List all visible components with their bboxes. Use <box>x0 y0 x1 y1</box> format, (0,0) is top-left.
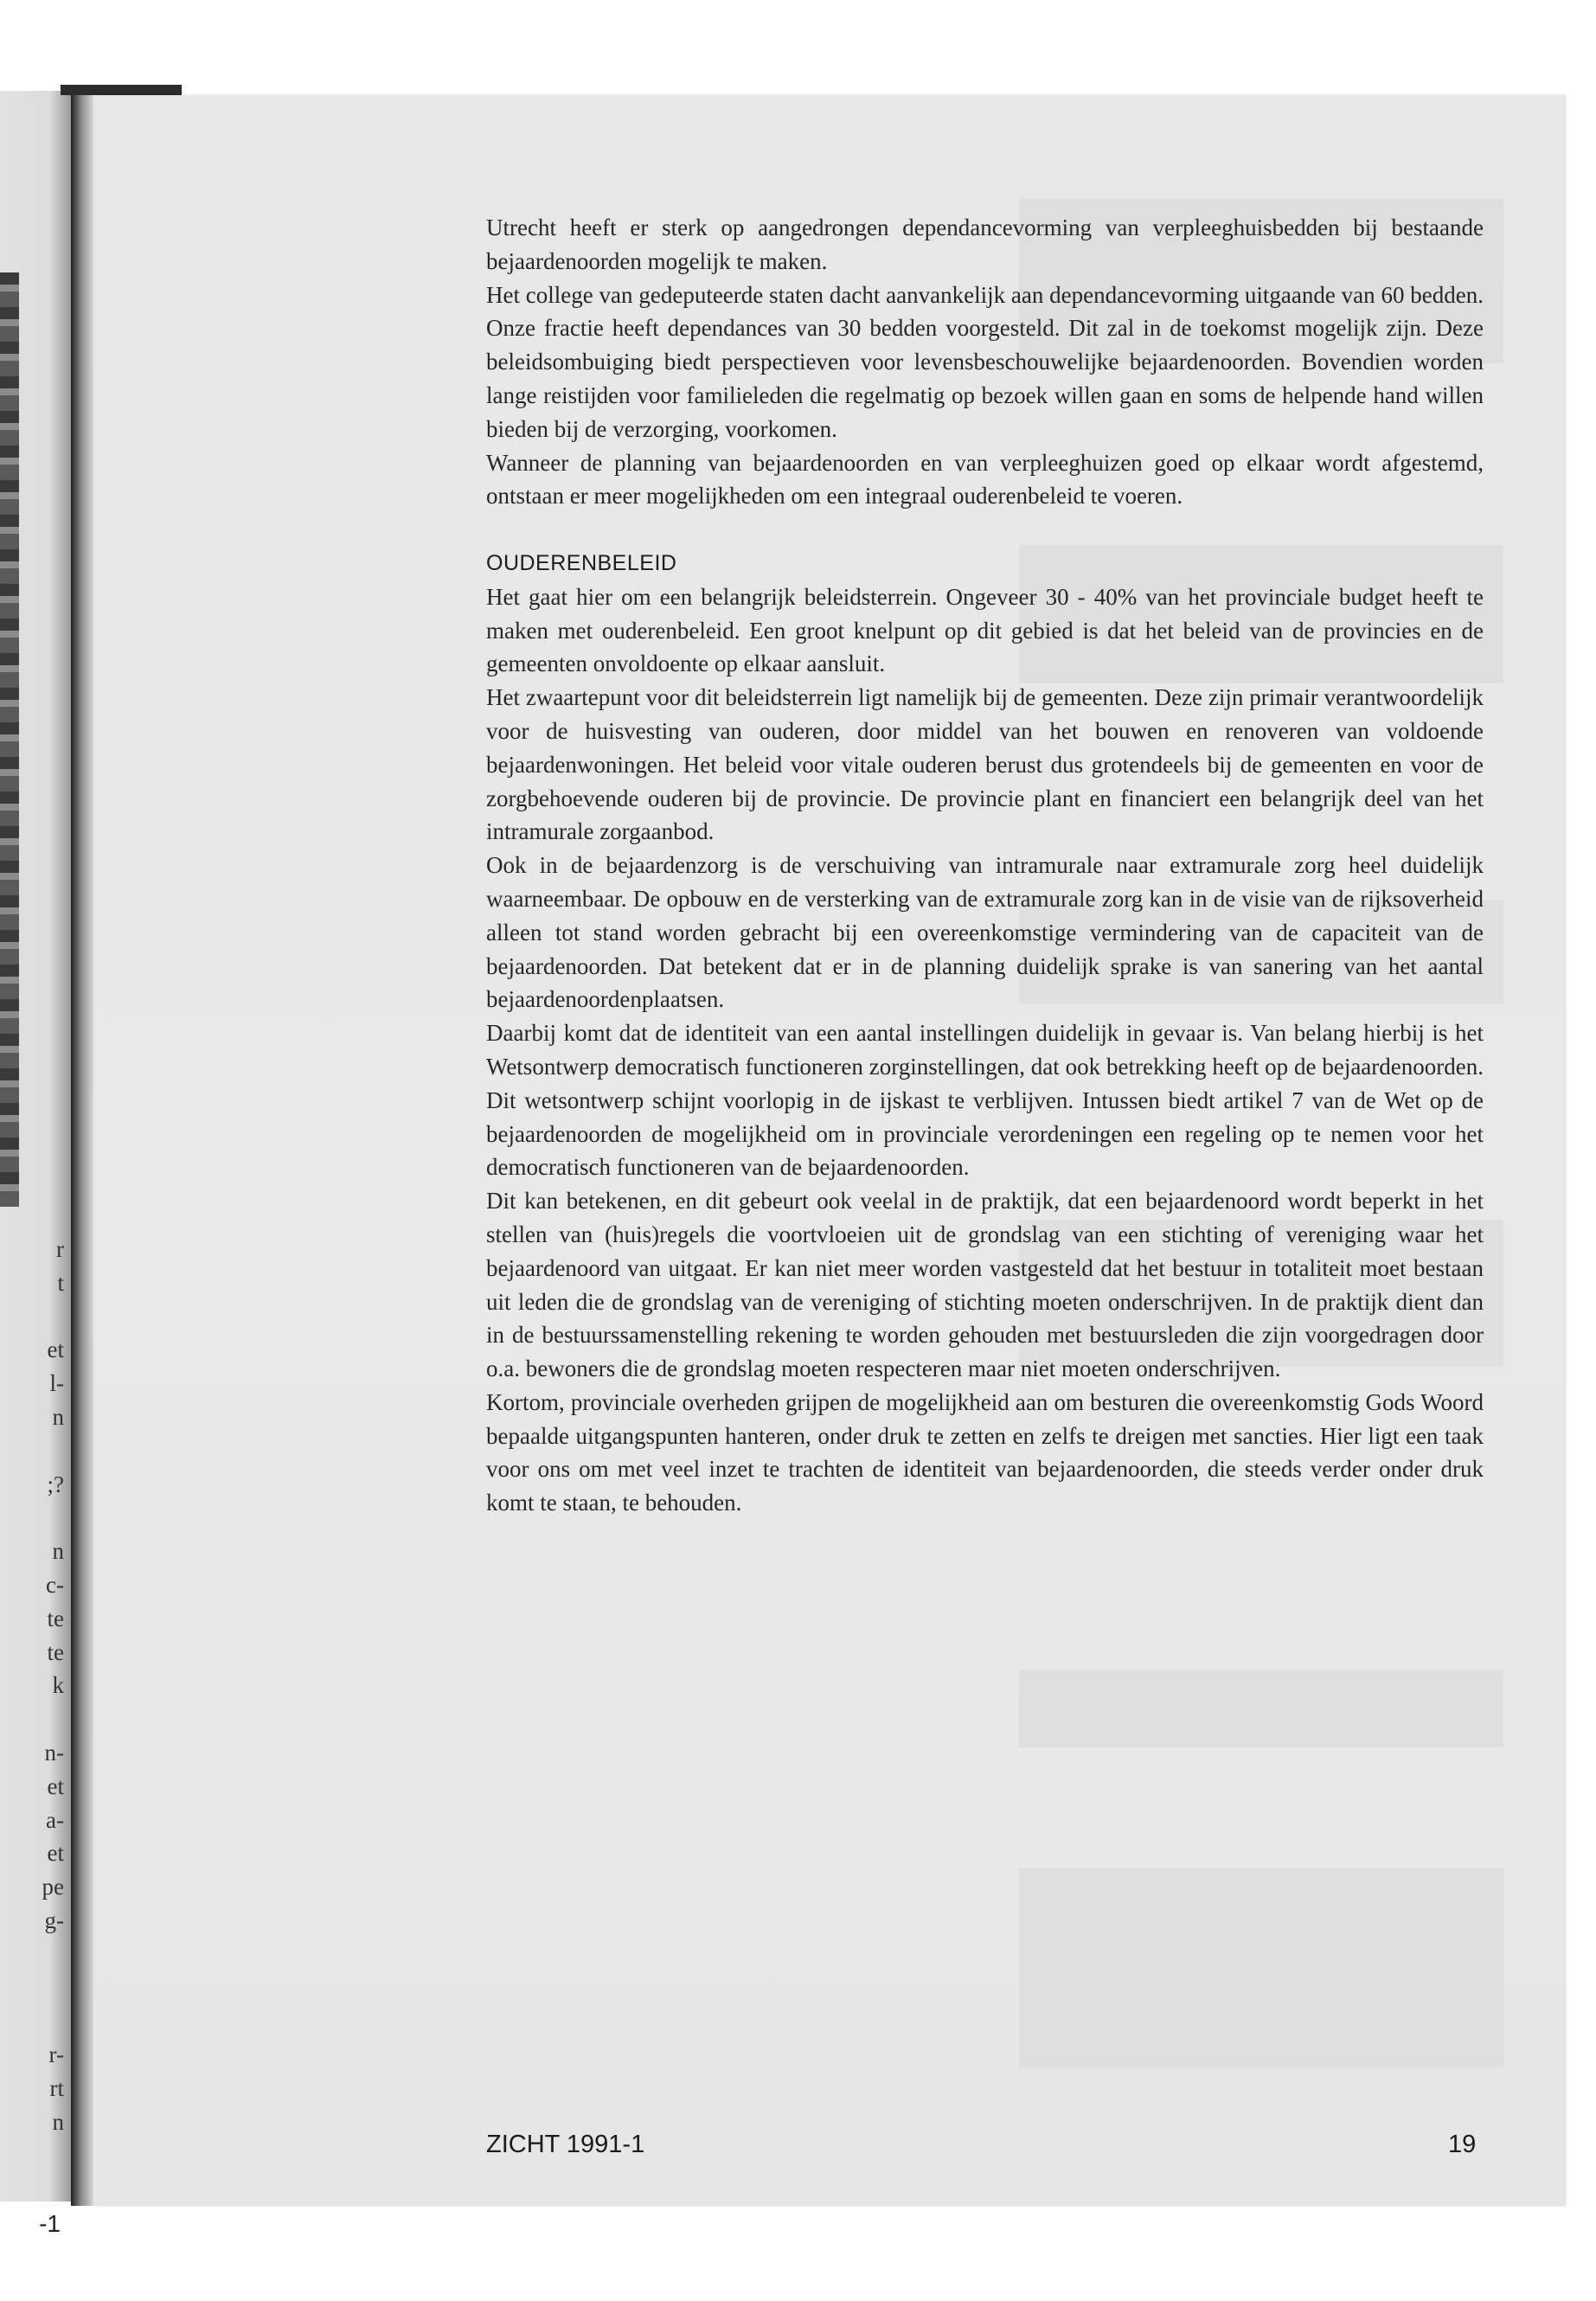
paragraph: Ook in de bejaardenzorg is de verschuiving van intramurale naar extramurale zorg heel duidelijk waarneembaar. De opbouw en de versterking van de extramurale zorg kan in de visie van de rijksoverheid alleen tot stand worden gebracht bij een overeenkomstige vermindering van de capaciteit van de bejaardenoorden. Dat betekent dat er in de planning duidelijk sprake is van sanering van het aantal bejaardenoordenplaatsen. <box>486 852 1484 1013</box>
paragraph: Het college van gedeputeerde staten dacht aanvankelijk aan dependancevorming uitgaande van 60 bedden. Onze fractie heeft dependances van 30 bedden voorgesteld. Dit zal in de toekomst mogelijk zijn. Deze beleidsombuiging biedt perspectieven voor levensbeschouwelijke bejaardenoorden. Bovendien worden lange reistijden voor familieleden die regelmatig op bezoek willen gaan en soms de helpende hand willen bieden bij de verzorging, voorkomen. <box>486 281 1484 442</box>
paragraph: Dit kan betekenen, en dit gebeurt ook veelal in de praktijk, dat een bejaardenoord wordt beperkt in het stellen van (huis)regels die voortvloeien uit de grondslag van een stichting of vereniging waar het bejaardenoord van uitgaat. Er kan niet meer worden vastgesteld dat het bestuur in totaliteit moet bestaan uit leden die de grondslag van de vereniging of stichting moeten onderschrijven. In de praktijk dient dan in de bestuurssamenstelling rekening te worden gehouden met bestuursleden die zijn voorgedragen door o.a. bewoners die de grondslag moeten respecteren maar niet moeten onderschrijven. <box>486 1188 1484 1382</box>
show-through-block <box>1019 1670 1503 1747</box>
show-through-block <box>1019 1868 1503 2067</box>
paragraph: Daarbij komt dat de identiteit van een aantal instellingen duidelijk in gevaar is. Van belang hierbij is het Wetsontwerp democratisch functioneren zorginstellingen, dat ook betrekking heeft op de bejaardenoorden. Dit wetsontwerp schijnt voorlopig in de ijskast te verblijven. Intussen biedt artikel 7 van de Wet op de bejaardenoorden de mogelijkheid om in provinciale verordeningen een regeling op te nemen voor het democratisch functioneren van de bejaardenoorden. <box>486 1020 1484 1181</box>
paragraph: Het zwaartepunt voor dit beleidsterrein ligt namelijk bij de gemeenten. Deze zijn primair verantwoordelijk voor de huisvesting van ouderen, door middel van het bouwen en renoveren van voldoende bejaardenwoningen. Het beleid voor vitale ouderen berust dus grotendeels bij de gemeenten en voor de zorgbehoevende ouderen bij de provincie. De provincie plant en financiert een belangrijk deel van het intramurale zorgaanbod. <box>486 684 1484 845</box>
left-page-text-fragments: r t et l- n ;? n c- te te k n- et a- et pe g- r- rt n <box>42 1236 64 2135</box>
left-page-edge <box>0 91 71 2237</box>
article-body <box>486 211 1484 1520</box>
paragraph: Kortom, provinciale overheden grijpen de mogelijkheid aan om besturen die overeenkomstig Gods Woord bepaalde uitgangspunten hanteren, onder druk te zetten en zelfs te dreigen met sancties. Hier ligt een taak voor ons om met veel inzet te trachten de identiteit van bejaardenoorden, die steeds verder onder druk komt te staan, te behouden. <box>486 1388 1484 1516</box>
left-page-folio: -1 <box>39 2210 61 2237</box>
footer-page-number: 19 <box>1448 2131 1477 2158</box>
left-page-photo <box>0 272 19 1207</box>
footer-publication-title: ZICHT 1991-1 <box>486 2131 645 2158</box>
paragraph: Utrecht heeft er sterk op aangedrongen dependancevorming van verpleeghuisbedden bij bestaande bejaardenoorden mogelijk te maken. <box>486 215 1484 274</box>
page-top-edge <box>61 85 182 95</box>
book-gutter <box>71 87 93 2206</box>
paragraph: Wanneer de planning van bejaardenoorden en van verpleeghuizen goed op elkaar wordt afgestemd, ontstaan er meer mogelijkheden om een integraal ouderenbeleid te voeren. <box>486 449 1484 510</box>
paragraph: Het gaat hier om een belangrijk beleidsterrein. Ongeveer 30 - 40% van het provinciale budget heeft te maken met ouderenbeleid. Een groot knelpunt op dit gebied is dat het beleid van de provincies en de gemeenten onvoldoente op elkaar aansluit. <box>486 583 1484 677</box>
section-heading: OUDERENBELEID <box>486 550 677 575</box>
